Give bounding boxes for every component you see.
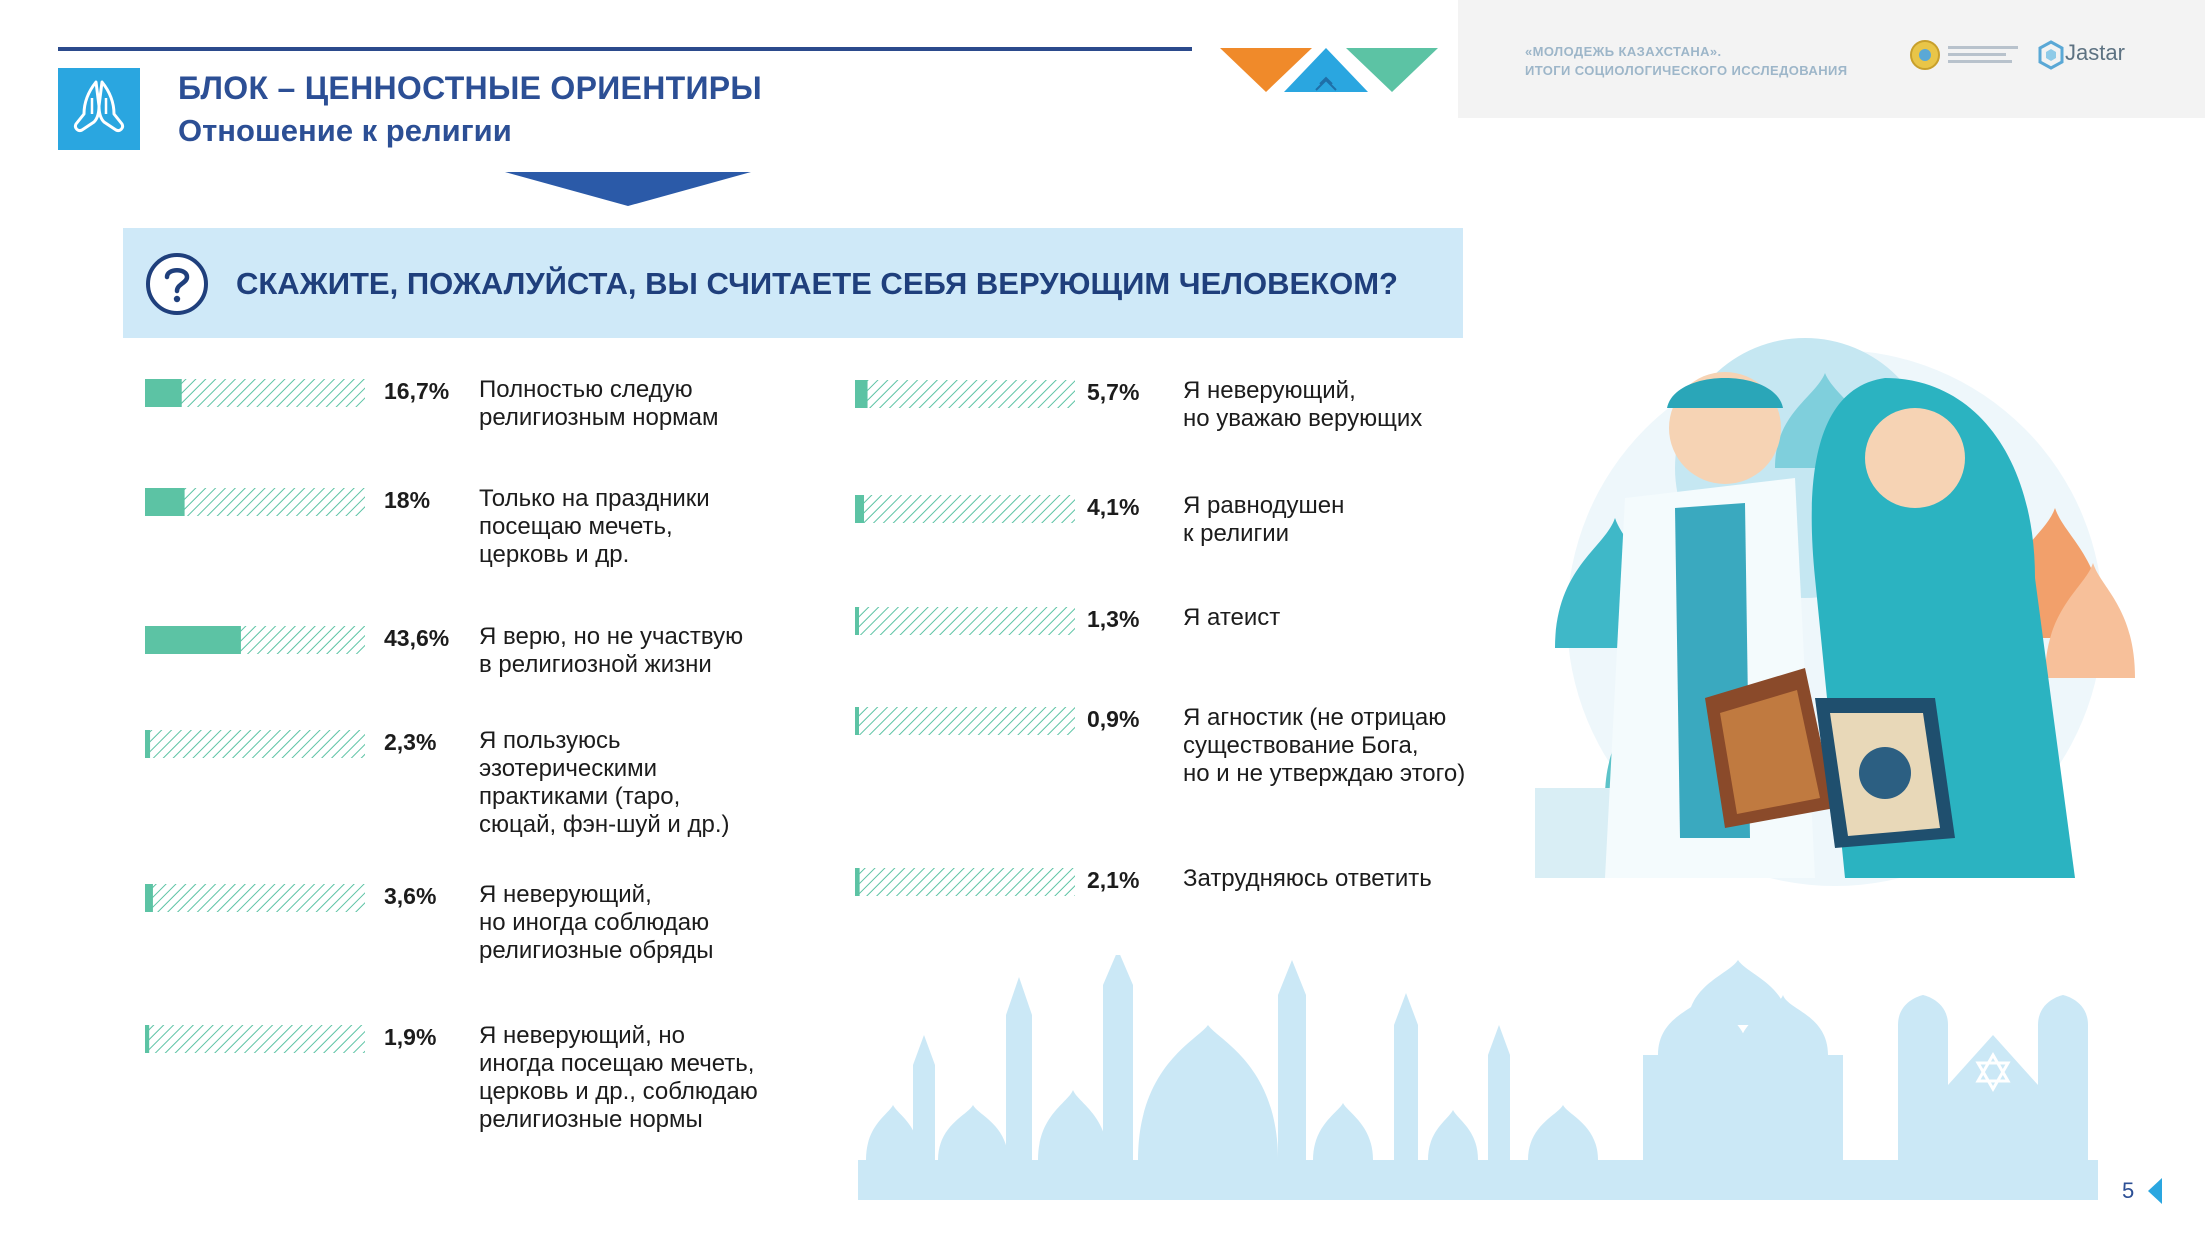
category-label-10: Я агностик (не отрицаю существование Бога, но и не утверждаю этого) — [1183, 704, 1466, 787]
value-label-9: 1,3% — [1087, 606, 1140, 632]
value-label-5: 3,6% — [384, 883, 437, 909]
question-text: СКАЖИТЕ, ПОЖАЛУЙСТА, ВЫ СЧИТАЕТЕ СЕБЯ ВЕРУЮЩИМ ЧЕЛОВЕКОМ? — [236, 266, 1398, 301]
bar-track — [855, 607, 1075, 635]
page-number: 5 — [2122, 1178, 2135, 1203]
value-label-6: 1,9% — [384, 1024, 437, 1050]
jastar-logo-text: Jastar — [2065, 40, 2125, 65]
bar-track — [145, 884, 365, 912]
bar-1 — [145, 379, 182, 407]
bar-11 — [855, 868, 860, 896]
young-couple-illustration — [1515, 318, 2150, 918]
bar-4 — [145, 730, 150, 758]
category-label-1: Полностью следую религиозным нормам — [479, 376, 719, 431]
category-label-5: Я неверующий, но иногда соблюдаю религиозные обряды — [479, 881, 714, 964]
bar-track — [145, 1025, 365, 1053]
bar-5 — [145, 884, 153, 912]
value-label-1: 16,7% — [384, 378, 450, 404]
category-label-3: Я верю, но не участвую в религиозной жизни — [479, 623, 744, 678]
category-label-6: Я неверующий, но иногда посещаю мечеть, церковь и др., соблюдаю религиозные нормы — [479, 1022, 758, 1133]
category-label-8: Я равнодушен к религии — [1183, 492, 1345, 547]
bar-2 — [145, 488, 185, 516]
bar-9 — [855, 607, 859, 635]
category-label-9: Я атеист — [1183, 604, 1281, 631]
value-label-4: 2,3% — [384, 729, 437, 755]
value-label-10: 0,9% — [1087, 706, 1140, 732]
page-marker-icon — [2148, 1178, 2162, 1204]
bar-3 — [145, 626, 241, 654]
value-label-8: 4,1% — [1087, 494, 1140, 520]
value-label-7: 5,7% — [1087, 379, 1140, 405]
value-label-2: 18% — [384, 487, 431, 513]
bar-10 — [855, 707, 859, 735]
bar-8 — [855, 495, 864, 523]
bar-track — [855, 380, 1075, 408]
category-label-4: Я пользуюсь эзотерическими практиками (таро, сюцай, фэн-шуй и др.) — [479, 727, 730, 838]
bar-track — [855, 495, 1075, 523]
category-label-2: Только на праздники посещаю мечеть, церковь и др. — [479, 485, 710, 568]
bar-7 — [855, 380, 868, 408]
category-label-11: Затрудняюсь ответить — [1183, 865, 1432, 892]
category-label-7: Я неверующий, но уважаю верующих — [1183, 377, 1423, 432]
bar-track — [145, 730, 365, 758]
block-title: БЛОК – ЦЕННОСТНЫЕ ОРИЕНТИРЫ — [178, 70, 763, 106]
bar-track — [855, 707, 1075, 735]
bar-6 — [145, 1025, 149, 1053]
report-title: «МОЛОДЕЖЬ КАЗАХСТАНА». ИТОГИ СОЦИОЛОГИЧЕСКОГО ИССЛЕДОВАНИЯ — [1525, 44, 1848, 78]
block-subtitle: Отношение к религии — [178, 113, 512, 148]
value-label-3: 43,6% — [384, 625, 450, 651]
value-label-11: 2,1% — [1087, 867, 1140, 893]
religious-skyline-silhouette — [858, 955, 2098, 1200]
bar-track — [855, 868, 1075, 896]
